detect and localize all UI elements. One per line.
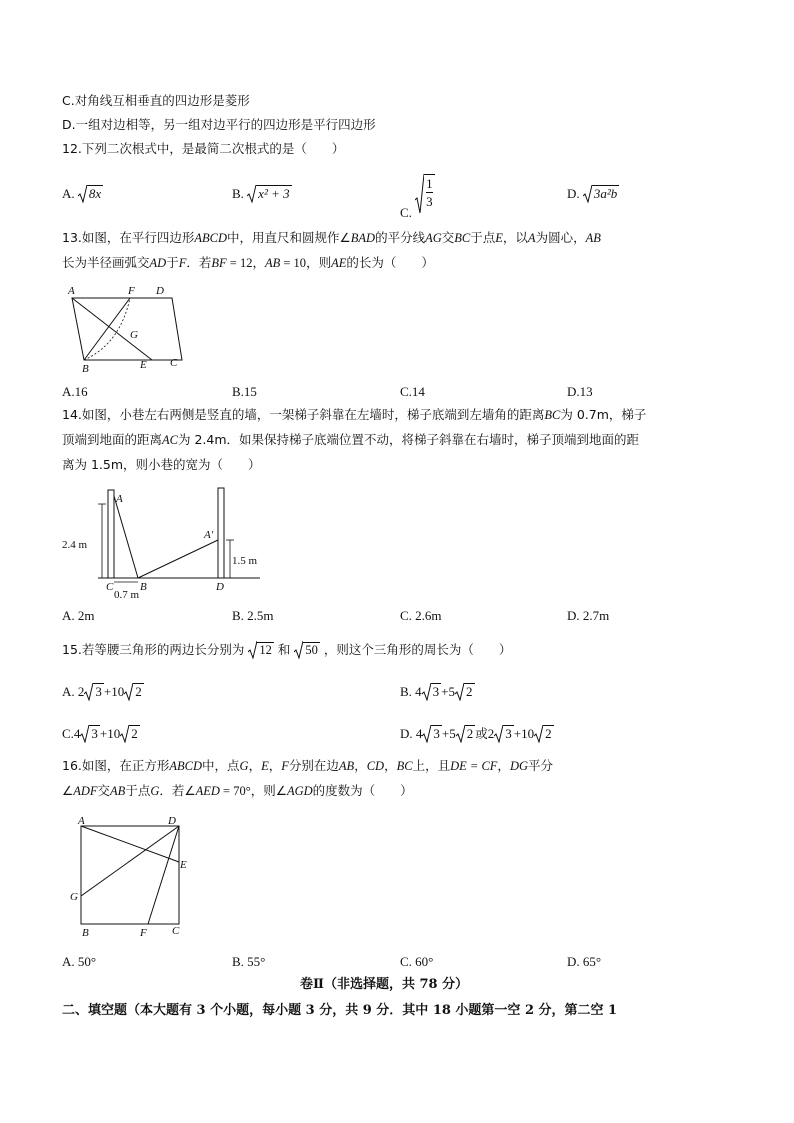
label-f: F xyxy=(140,927,147,939)
label-d: D xyxy=(156,285,164,297)
label-d: D xyxy=(216,581,224,593)
q16-option-d: D. 65° xyxy=(567,954,602,969)
q13-option-c: C.14 xyxy=(400,384,425,399)
q13-option-a: A.16 xyxy=(62,384,88,399)
q12-option-d: D. 3a²b xyxy=(567,186,618,201)
question-16-line1: 16.如图，在正方形ABCD中，点G，E，F分别在边AB，CD，BC上，且DE = CF，DG平分 xyxy=(62,758,554,773)
height-label-left: 2.4 m xyxy=(62,539,88,551)
q12-option-a: A. 8x xyxy=(62,186,102,201)
question-13-line2: 长为半径画弧交AD于F．若BF = 12，AB = 10，则AE的长为（ ） xyxy=(62,255,434,270)
parallelogram-figure xyxy=(62,282,192,374)
label-b: B xyxy=(140,581,147,593)
question-12: 12.下列二次根式中，是最简二次根式的是（ ） xyxy=(62,141,345,156)
label-f: F xyxy=(128,285,135,297)
label-g: G xyxy=(70,891,78,903)
label-c: C xyxy=(106,581,114,593)
q12-option-b: B. x² + 3 xyxy=(232,186,290,201)
option-d-text: D.一组对边相等，另一组对边平行的四边形是平行四边形 xyxy=(62,117,376,132)
label-a: A xyxy=(116,493,123,505)
question-13-line1: 13.如图，在平行四边形ABCD中，用直尺和圆规作∠BAD的平分线AG交BC于点E，以A为圆心，AB xyxy=(62,230,601,245)
q16-option-c: C. 60° xyxy=(400,954,434,969)
square-figure xyxy=(66,812,196,942)
label-c: C xyxy=(172,925,180,937)
question-14-line2: 顶端到地面的距离AC为 2.4m．如果保持梯子底端位置不动，将梯子斜靠在右墙时，梯子顶端到地面的距 xyxy=(62,432,640,447)
q13-option-b: B.15 xyxy=(232,384,257,399)
q15-option-c: C.4 3 +10 2 xyxy=(62,726,138,741)
q14-option-a: A. 2m xyxy=(62,608,95,623)
label-c: C xyxy=(170,357,178,369)
q13-option-d: D.13 xyxy=(567,384,593,399)
label-e: E xyxy=(140,359,147,371)
q16-option-a: A. 50° xyxy=(62,954,97,969)
q16-option-b: B. 55° xyxy=(232,954,266,969)
fill-in-heading: 二、填空题（本大题有 3 个小题，每小题 3 分，共 9 分．其中 18 小题第一空 2 分，第二空 1 xyxy=(62,1003,618,1018)
question-14-line1: 14.如图，小巷左右两侧是竖直的墙，一架梯子斜靠在左墙时，梯子底端到左墙角的距离BC为 0.7m，梯子 xyxy=(62,407,647,422)
q15-option-b: B. 4 3 +5 2 xyxy=(400,684,473,699)
q15-option-d: D. 4 3 +5 2 或2 3 +10 2 xyxy=(400,726,552,741)
question-15: 15.若等腰三角形的两边长分别为 12 和 50 ，则这个三角形的周长为（ ） xyxy=(62,642,512,657)
label-a: A xyxy=(68,285,75,297)
label-b: B xyxy=(82,927,89,939)
width-label: 0.7 m xyxy=(114,589,140,601)
section-title: 卷Ⅱ（非选择题，共 78 分） xyxy=(300,977,469,992)
option-c-text: C.对角线互相垂直的四边形是菱形 xyxy=(62,93,250,108)
label-e: E xyxy=(180,859,187,871)
height-label-right: 1.5 m xyxy=(232,555,258,567)
ladder-figure xyxy=(62,484,272,602)
label-b: B xyxy=(82,363,89,374)
label-g: G xyxy=(130,329,138,341)
q12-option-c: C. $\frac{1}{3}$ xyxy=(400,176,433,220)
question-14-line3: 离为 1.5m，则小巷的宽为（ ） xyxy=(62,457,261,472)
q14-option-d: D. 2.7m xyxy=(567,608,610,623)
q15-option-a: A. 2 3 +10 2 xyxy=(62,684,142,699)
q14-option-b: B. 2.5m xyxy=(232,608,274,623)
question-16-line2: ∠ADF交AB于点G．若∠AED = 70°，则∠AGD的度数为（ ） xyxy=(62,783,413,798)
label-d: D xyxy=(168,815,176,827)
q14-option-c: C. 2.6m xyxy=(400,608,442,623)
label-a: A xyxy=(78,815,85,827)
label-a-prime: A′ xyxy=(204,529,214,541)
